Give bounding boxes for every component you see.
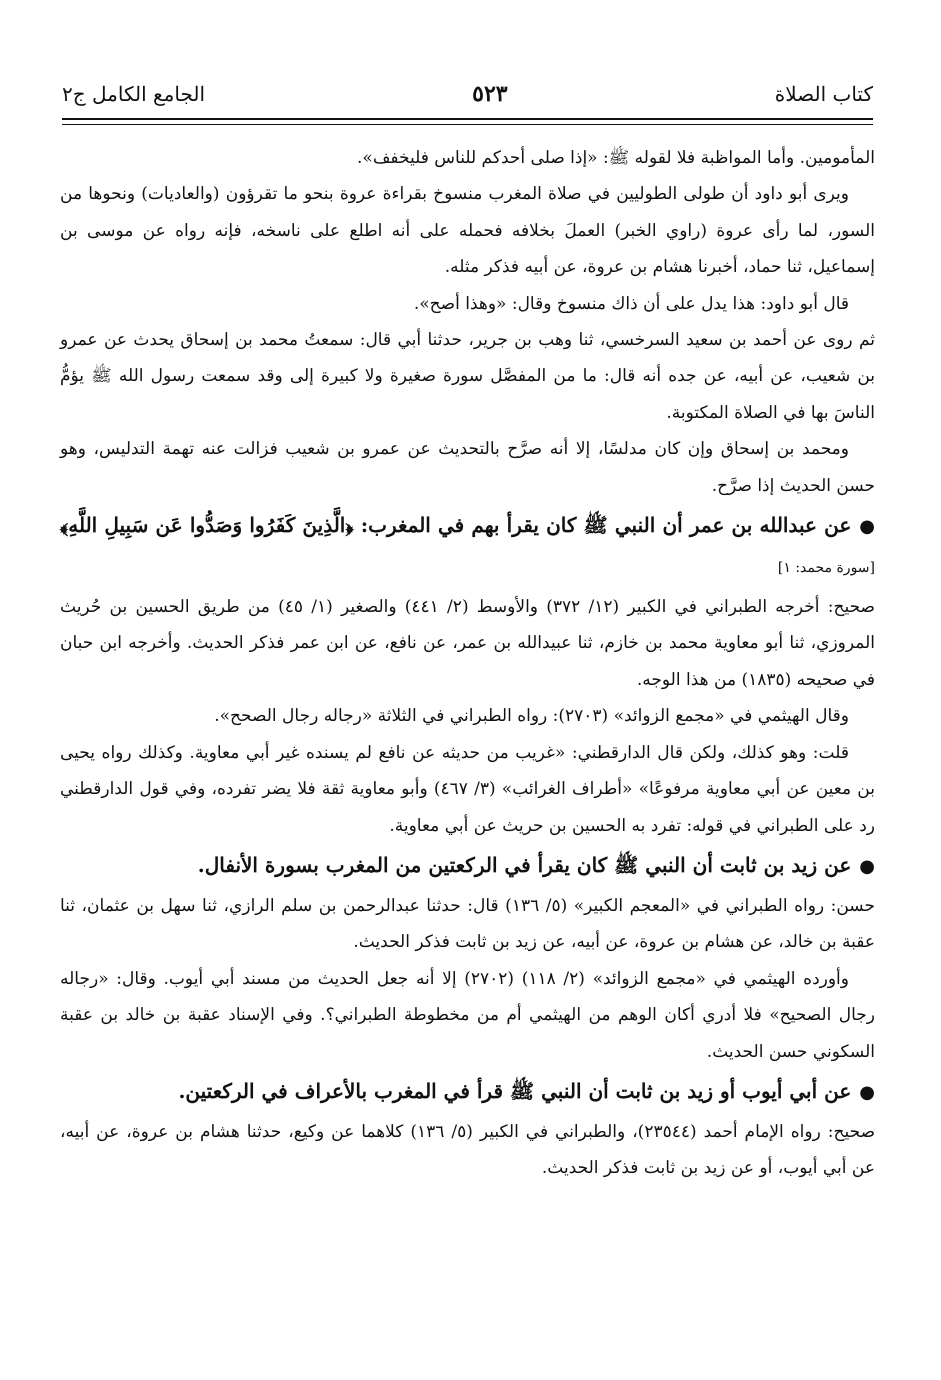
paragraph: المأمومين. وأما المواظبة فلا لقوله ﷺ: «إذا صلى أحدكم للناس فليخفف». (357, 148, 875, 168)
paragraph: صحيح: أخرجه الطبراني في الكبير (١٢/ ٣٧٢) والأوسط (٢/ ٤٤١) والصغير (١/ ٤٥) من طريق الحسين بن حُريث المروزي، ثنا أبو معاوية محمد بن خازم، ثنا عبيدالله بن عمر، عن نافع، عن ابن عمر فذكر الحديث. وأخرجه ابن حبان في صحيحه (١٨٣٥) من هذا الوجه. (60, 597, 876, 690)
paragraph: صحيح: رواه الإمام أحمد (٢٣٥٤٤)، والطبراني في الكبير (٥/ ١٣٦) كلاهما عن وكيع، حدثنا هشام بن عروة، عن أبيه، عن أبي أيوب، أو عن زيد بن ثابت فذكر الحديث. (60, 1121, 876, 1179)
hadith-body: عن زيد بن ثابت أن النبي ﷺ كان يقرأ في الركعتين من المغرب بسورة الأنفال. (197, 852, 852, 877)
hadith-body: عن عبدالله بن عمر أن النبي ﷺ كان يقرأ بهم في المغرب: ﴿الَّذِينَ كَفَرُوا وَصَدُّوا عَن سَبِيلِ اللَّهِ﴾ (60, 513, 852, 538)
hadith-text (60, 1072, 875, 1112)
bullet-icon: ● (859, 516, 875, 538)
running-header (62, 74, 873, 114)
hadith-text (60, 846, 875, 886)
header-rule-thick (62, 118, 873, 120)
bullet-icon: ● (859, 1081, 875, 1103)
hadith-body: عن أبي أيوب أو زيد بن ثابت أن النبي ﷺ قرأ في المغرب بالأعراف في الركعتين. (178, 1078, 852, 1103)
chapter-title: كتاب الصلاة (774, 82, 873, 106)
quran-reference: [سورة محمد: ١] (777, 560, 875, 577)
bullet-icon: ● (859, 855, 875, 877)
paragraph: ومحمد بن إسحاق وإن كان مدلسًا، إلا أنه صرَّح بالتحديث عن عمرو بن شعيب فزالت عنه تهمة التدليس، وهو حسن الحديث إذا صرَّح. (60, 439, 875, 496)
paragraph: قال أبو داود: هذا يدل على أن ذاك منسوخ وقال: «وهذا أصح». (413, 293, 849, 314)
paragraph: وقال الهيثمي في «مجمع الزوائد» (٢٧٠٣): رواه الطبراني في الثلاثة «رجاله رجال الصحح». (214, 706, 849, 727)
paragraph: قلت: وهو كذلك، ولكن قال الدارقطني: «غريب من حديثه عن نافع لم يسنده غير أبي معاوية. وكذلك رواه يحيى بن معين عن أبي معاوية مرفوعًا» «أطراف الغرائب» (٣/ ٤٦٧) وأبو معاوية ثقة فلا يضر تفرده، وفي قول الدارقطني رد على الطبراني في قوله: تفرد به الحسين بن حريث عن أبي معاوية. (60, 742, 875, 836)
paragraph: ويرى أبو داود أن طولى الطوليين في صلاة المغرب منسوخ بقراءة عروة بنحو ما تقرؤون (والعاديات) ونحوها من السور، لما رأى عروة (راوي الخبر) العملَ بخلافه فحمله على أنه اطلع على ناسخه، فإنه رواه عن موسى بن إسماعيل، ثنا حماد، أخبرنا هشام بن عروة، عن أبيه فذكر مثله. (60, 184, 875, 278)
header-rule-thin (62, 124, 873, 125)
hadith-text (60, 506, 875, 587)
paragraph: حسن: رواه الطبراني في «المعجم الكبير» (٥/ ١٣٦) قال: حدثنا عبدالرحمن بن سلم الرازي، ثنا سهل بن عثمان، ثنا عقبة بن خالد، عن هشام بن عروة، عن أبيه، عن زيد بن ثابت فذكر الحديث. (60, 895, 875, 953)
page-number: ٥٢٣ (472, 81, 508, 107)
paragraph: وأورده الهيثمي في «مجمع الزوائد» (٢/ ١١٨) (٢٧٠٢) إلا أنه جعل الحديث من مسند أبي أيوب. وقال: «رجاله رجال الصحيح» فلا أدري أكان الوهم من الهيثمي أم من مخطوطة الطبراني؟. وفي الإسناد عقبة بن خالد بن عقبة السكوني حسن الحديث. (60, 968, 875, 1062)
paragraph: ثم روى عن أحمد بن سعيد السرخسي، ثنا وهب بن جرير، حدثنا أبي قال: سمعتُ محمد بن إسحاق يحدث عن عمرو بن شعيب، عن أبيه، عن جده أنه قال: ما من المفصَّل سورة صغيرة ولا كبيرة إلى وقد سمعت رسول الله ﷺ يؤمُّ الناسَ بها في الصلاة المكتوبة. (60, 330, 875, 423)
page-body (60, 140, 875, 1187)
book-title: الجامع الكامل ج٢ (62, 82, 206, 106)
